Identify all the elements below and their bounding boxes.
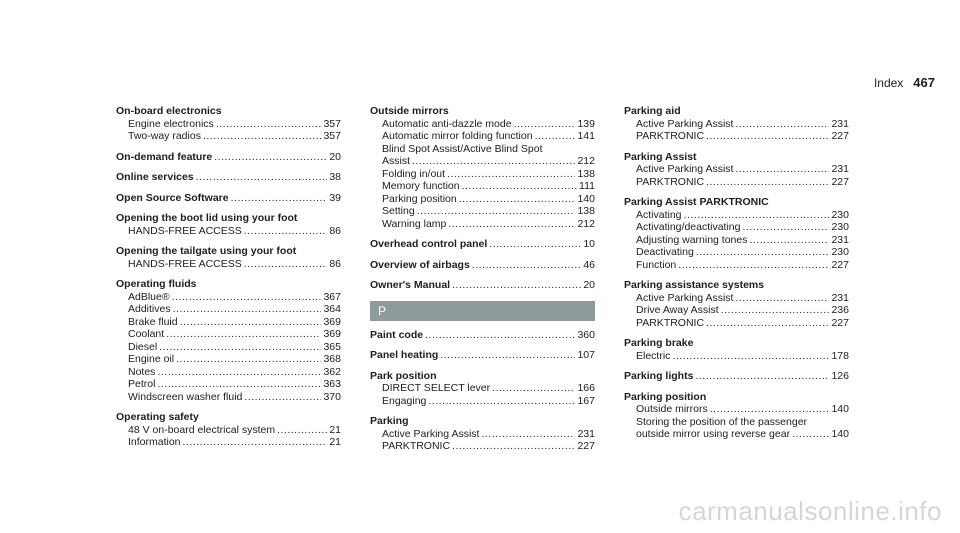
entry-label: Parking brake [624,337,694,349]
index-entry-heading [370,370,595,383]
index-entry-heading [116,245,341,258]
page-number: 467 [913,75,935,90]
entry-label: Outside mirrors [636,403,708,415]
leader-dots [157,366,321,379]
leader-dots [231,192,328,205]
index-entry-heading [370,105,595,118]
index-subentry[interactable] [370,193,595,206]
leader-dots [172,291,322,304]
entry-label: Information [128,436,181,448]
entry-page-number[interactable]: 360 [577,328,595,341]
entry-label: Storing the position of the passenger [636,415,808,428]
leader-dots [472,259,582,272]
entry-label: Engaging [382,394,427,407]
leader-dots [180,316,322,329]
entry-page-number[interactable]: 230 [831,208,849,221]
leader-dots [183,436,328,449]
entry-page-number[interactable]: 140 [831,428,849,440]
entry-page-number[interactable]: 21 [329,436,341,448]
leader-dots [425,329,575,342]
leader-dots [176,353,321,366]
index-subentry[interactable] [370,395,595,408]
entry-page-number[interactable]: 46 [583,258,595,271]
index-subentry[interactable] [624,428,849,441]
entry-page-number[interactable]: 357 [323,130,341,142]
entry-page-number[interactable]: 139 [577,117,595,130]
entry-page-number[interactable]: 231 [831,117,849,130]
entry-label: Outside mirrors [370,105,449,117]
entry-label: Warning lamp [382,217,447,230]
page-header [874,75,935,90]
index-entry-heading [116,212,341,225]
entry-label: Electric [636,349,671,362]
entry-label: Diesel [128,340,158,353]
index-entry-heading [624,279,849,292]
entry-label: PARKTRONIC [636,316,705,329]
index-entry-heading[interactable] [116,151,341,164]
index-subentry[interactable] [370,440,595,453]
leader-dots [216,118,322,131]
index-subentry [624,416,849,429]
entry-label: Opening the boot lid using your foot [116,212,298,224]
index-subentry[interactable] [370,155,595,168]
index-subentry[interactable] [624,403,849,416]
entry-page-number[interactable]: 166 [577,382,595,394]
entry-label: Brake fluid [128,315,178,328]
entry-label: On-demand feature [116,150,213,163]
entry-label: Activating [636,208,682,221]
index-entry-heading [624,337,849,350]
entry-page-number[interactable]: 369 [323,328,341,340]
leader-dots [412,155,575,168]
index-subentry[interactable] [370,130,595,143]
leader-dots [244,258,328,271]
entry-page-number[interactable]: 362 [323,365,341,378]
index-entry-heading[interactable] [370,238,595,251]
leader-dots [203,130,322,143]
entry-label: Open Source Software [116,191,229,204]
leader-dots [440,349,575,362]
leader-dots [735,118,829,131]
leader-dots [166,328,321,341]
entry-label: On-board electronics [116,105,222,117]
leader-dots [750,234,830,247]
entry-page-number[interactable]: 138 [577,205,595,217]
entry-label: Drive Away Assist [636,304,719,316]
index-entry-heading [624,391,849,404]
entry-label: Overhead control panel [370,238,488,250]
index-subentry[interactable] [116,303,341,316]
entry-page-number[interactable]: 369 [323,315,341,328]
entry-label: Blind Spot Assist/Active Blind Spot [382,142,543,155]
entry-page-number[interactable]: 231 [831,163,849,175]
entry-label: Active Parking Assist [636,117,734,130]
entry-page-number[interactable]: 140 [831,403,849,415]
index-subentry[interactable] [116,130,341,143]
entry-page-number[interactable]: 141 [577,130,595,142]
entry-page-number[interactable]: 364 [323,303,341,315]
entry-page-number[interactable]: 227 [831,258,849,271]
entry-page-number[interactable]: 227 [831,316,849,329]
index-subentry[interactable] [116,118,341,131]
index-entry-heading[interactable] [370,329,595,342]
entry-label: Parking Assist PARKTRONIC [624,196,769,208]
index-entry-heading [370,415,595,428]
entry-page-number[interactable]: 367 [323,290,341,303]
entry-page-number[interactable]: 231 [831,291,849,304]
entry-label: Parking Assist [624,150,697,163]
entry-label: Folding in/out [382,167,446,180]
leader-dots [462,180,577,193]
entry-label: DIRECT SELECT lever [382,382,491,394]
entry-label: Coolant [128,328,165,340]
index-entry-heading [624,151,849,164]
leader-dots [481,428,575,441]
leader-dots [452,279,581,292]
leader-dots [696,246,830,259]
index-label: Index [873,76,904,90]
index-column-3 [624,105,849,441]
leader-dots [792,428,829,441]
entry-page-number[interactable]: 21 [329,423,341,436]
leader-dots [489,238,581,251]
index-subentry[interactable] [116,316,341,329]
leader-dots [721,304,830,317]
leader-dots [157,378,321,391]
leader-dots [448,218,575,231]
entry-label: AdBlue® [128,290,170,303]
entry-page-number[interactable]: 370 [323,390,341,403]
index-subentry[interactable] [624,317,849,330]
entry-label: Overview of airbags [370,258,470,271]
entry-page-number[interactable]: 368 [323,353,341,365]
entry-page-number[interactable]: 363 [323,378,341,390]
entry-page-number[interactable]: 230 [831,221,849,233]
index-entry-heading [116,105,341,118]
index-subentry[interactable] [116,291,341,304]
index-subentry[interactable] [116,341,341,354]
leader-dots [173,303,322,316]
entry-page-number[interactable]: 178 [831,349,849,362]
entry-label: Setting [382,205,415,217]
entry-label: Function [636,258,677,271]
entry-page-number[interactable]: 20 [329,150,341,163]
index-subentry[interactable] [370,180,595,193]
index-subentry[interactable] [116,353,341,366]
index-subentry[interactable] [116,436,341,449]
leader-dots [735,163,829,176]
entry-label: Panel heating [370,349,439,361]
entry-page-number[interactable]: 212 [577,217,595,230]
entry-page-number[interactable]: 231 [831,233,849,246]
index-subentry[interactable] [116,424,341,437]
entry-label: 48 V on-board electrical system [128,423,276,436]
index-entry-heading [624,105,849,118]
entry-page-number[interactable]: 107 [577,349,595,361]
entry-page-number[interactable]: 212 [577,155,595,167]
entry-label: Petrol [128,378,156,390]
index-subentry[interactable] [370,382,595,395]
index-entry-heading[interactable] [116,192,341,205]
entry-label: Operating safety [116,411,199,423]
leader-dots [735,292,829,305]
entry-page-number[interactable]: 236 [831,304,849,316]
entry-label: Automatic mirror folding function [382,130,533,142]
entry-label: Adjusting warning tones [636,233,748,246]
entry-page-number[interactable]: 227 [577,440,595,452]
leader-dots [695,370,829,383]
leader-dots [447,168,575,181]
index-subentry[interactable] [624,176,849,189]
entry-label: Activating/deactivating [636,221,741,233]
index-entry-heading[interactable] [370,349,595,362]
leader-dots [214,151,327,164]
index-entry-heading[interactable] [370,279,595,292]
leader-dots [742,221,829,234]
entry-label: Parking position [382,192,457,205]
leader-dots [244,225,328,238]
leader-dots [428,395,575,408]
index-entry-heading[interactable] [370,259,595,272]
entry-label: outside mirror using reverse gear [636,428,791,440]
entry-page-number[interactable]: 10 [583,238,595,250]
entry-label: Paint code [370,328,424,341]
leader-dots [678,259,829,272]
index-subentry[interactable] [370,168,595,181]
entry-label: Additives [128,303,171,315]
leader-dots [159,341,321,354]
entry-label: PARKTRONIC [382,440,451,452]
entry-page-number[interactable]: 111 [579,180,595,192]
entry-page-number[interactable]: 86 [329,224,341,237]
leader-dots [535,130,576,143]
entry-label: Parking lights [624,370,694,382]
watermark: carmanualsonline.info [678,496,942,526]
entry-page-number[interactable]: 20 [583,279,595,291]
leader-dots [710,403,830,416]
section-letter-band: P [370,301,595,321]
index-column-1 [116,105,341,449]
entry-label: PARKTRONIC [636,175,705,188]
entry-page-number[interactable]: 167 [577,394,595,407]
index-subentry[interactable] [370,118,595,131]
entry-page-number[interactable]: 138 [577,167,595,180]
index-entry-heading [116,278,341,291]
entry-label: HANDS-FREE ACCESS [128,257,242,270]
index-subentry[interactable] [624,163,849,176]
leader-dots [277,424,327,437]
entry-label: Deactivating [636,246,694,258]
leader-dots [706,130,829,143]
entry-label: Active Parking Assist [636,163,734,175]
entry-label: Notes [128,365,156,378]
index-subentry[interactable] [116,328,341,341]
index-subentry[interactable] [624,292,849,305]
index-entry-heading [624,196,849,209]
entry-label: Operating fluids [116,278,197,290]
entry-label: Engine electronics [128,117,214,130]
entry-page-number[interactable]: 230 [831,246,849,258]
index-subentry[interactable] [624,130,849,143]
index-subentry[interactable] [624,118,849,131]
entry-page-number[interactable]: 38 [329,171,341,183]
entry-label: Memory function [382,180,460,192]
entry-label: Park position [370,369,437,382]
entry-label: Parking position [624,390,707,403]
index-entry-heading[interactable] [624,370,849,383]
entry-label: Engine oil [128,353,175,365]
leader-dots [672,350,829,363]
leader-dots [244,391,321,404]
entry-label: Automatic anti-dazzle mode [382,117,512,130]
entry-page-number[interactable]: 39 [329,191,341,204]
entry-page-number[interactable]: 140 [577,192,595,205]
leader-dots [684,209,830,222]
leader-dots [492,382,575,395]
index-subentry [370,143,595,156]
entry-label: Assist [382,155,411,167]
index-column-2 [370,105,595,453]
entry-page-number[interactable]: 227 [831,130,849,142]
index-subentry[interactable] [370,428,595,441]
index-subentry[interactable] [624,234,849,247]
entry-label: Opening the tailgate using your foot [116,245,297,257]
index-subentry[interactable] [116,391,341,404]
index-subentry[interactable] [370,205,595,218]
entry-page-number[interactable]: 357 [323,117,341,130]
index-subentry[interactable] [624,209,849,222]
entry-label: Active Parking Assist [636,291,734,304]
entry-label: PARKTRONIC [636,130,705,142]
entry-label: Active Parking Assist [382,427,480,440]
entry-page-number[interactable]: 231 [577,427,595,440]
entry-label: Owner's Manual [370,279,451,291]
index-entry-heading [116,411,341,424]
leader-dots [514,118,576,131]
index-entry-heading[interactable] [116,171,341,184]
entry-label: Two-way radios [128,130,201,142]
entry-page-number[interactable]: 126 [831,370,849,382]
leader-dots [706,176,829,189]
index-subentry[interactable] [116,225,341,238]
entry-page-number[interactable]: 365 [323,340,341,353]
index-subentry[interactable] [116,258,341,271]
index-subentry[interactable] [624,304,849,317]
entry-label: HANDS-FREE ACCESS [128,224,242,237]
index-subentry[interactable] [370,218,595,231]
leader-dots [417,205,576,218]
entry-page-number[interactable]: 86 [329,257,341,270]
index-subentry[interactable] [624,350,849,363]
leader-dots [452,440,575,453]
index-subentry[interactable] [624,246,849,259]
leader-dots [196,171,328,184]
entry-label: Windscreen washer fluid [128,390,243,403]
entry-label: Parking assistance systems [624,279,765,291]
index-subentry[interactable] [116,378,341,391]
entry-label: Parking [370,415,409,427]
index-subentry[interactable] [624,259,849,272]
leader-dots [459,193,576,206]
index-subentry[interactable] [116,366,341,379]
leader-dots [706,317,829,330]
entry-label: Online services [116,171,194,183]
index-subentry[interactable] [624,221,849,234]
entry-page-number[interactable]: 227 [831,175,849,188]
entry-label: Parking aid [624,105,681,117]
